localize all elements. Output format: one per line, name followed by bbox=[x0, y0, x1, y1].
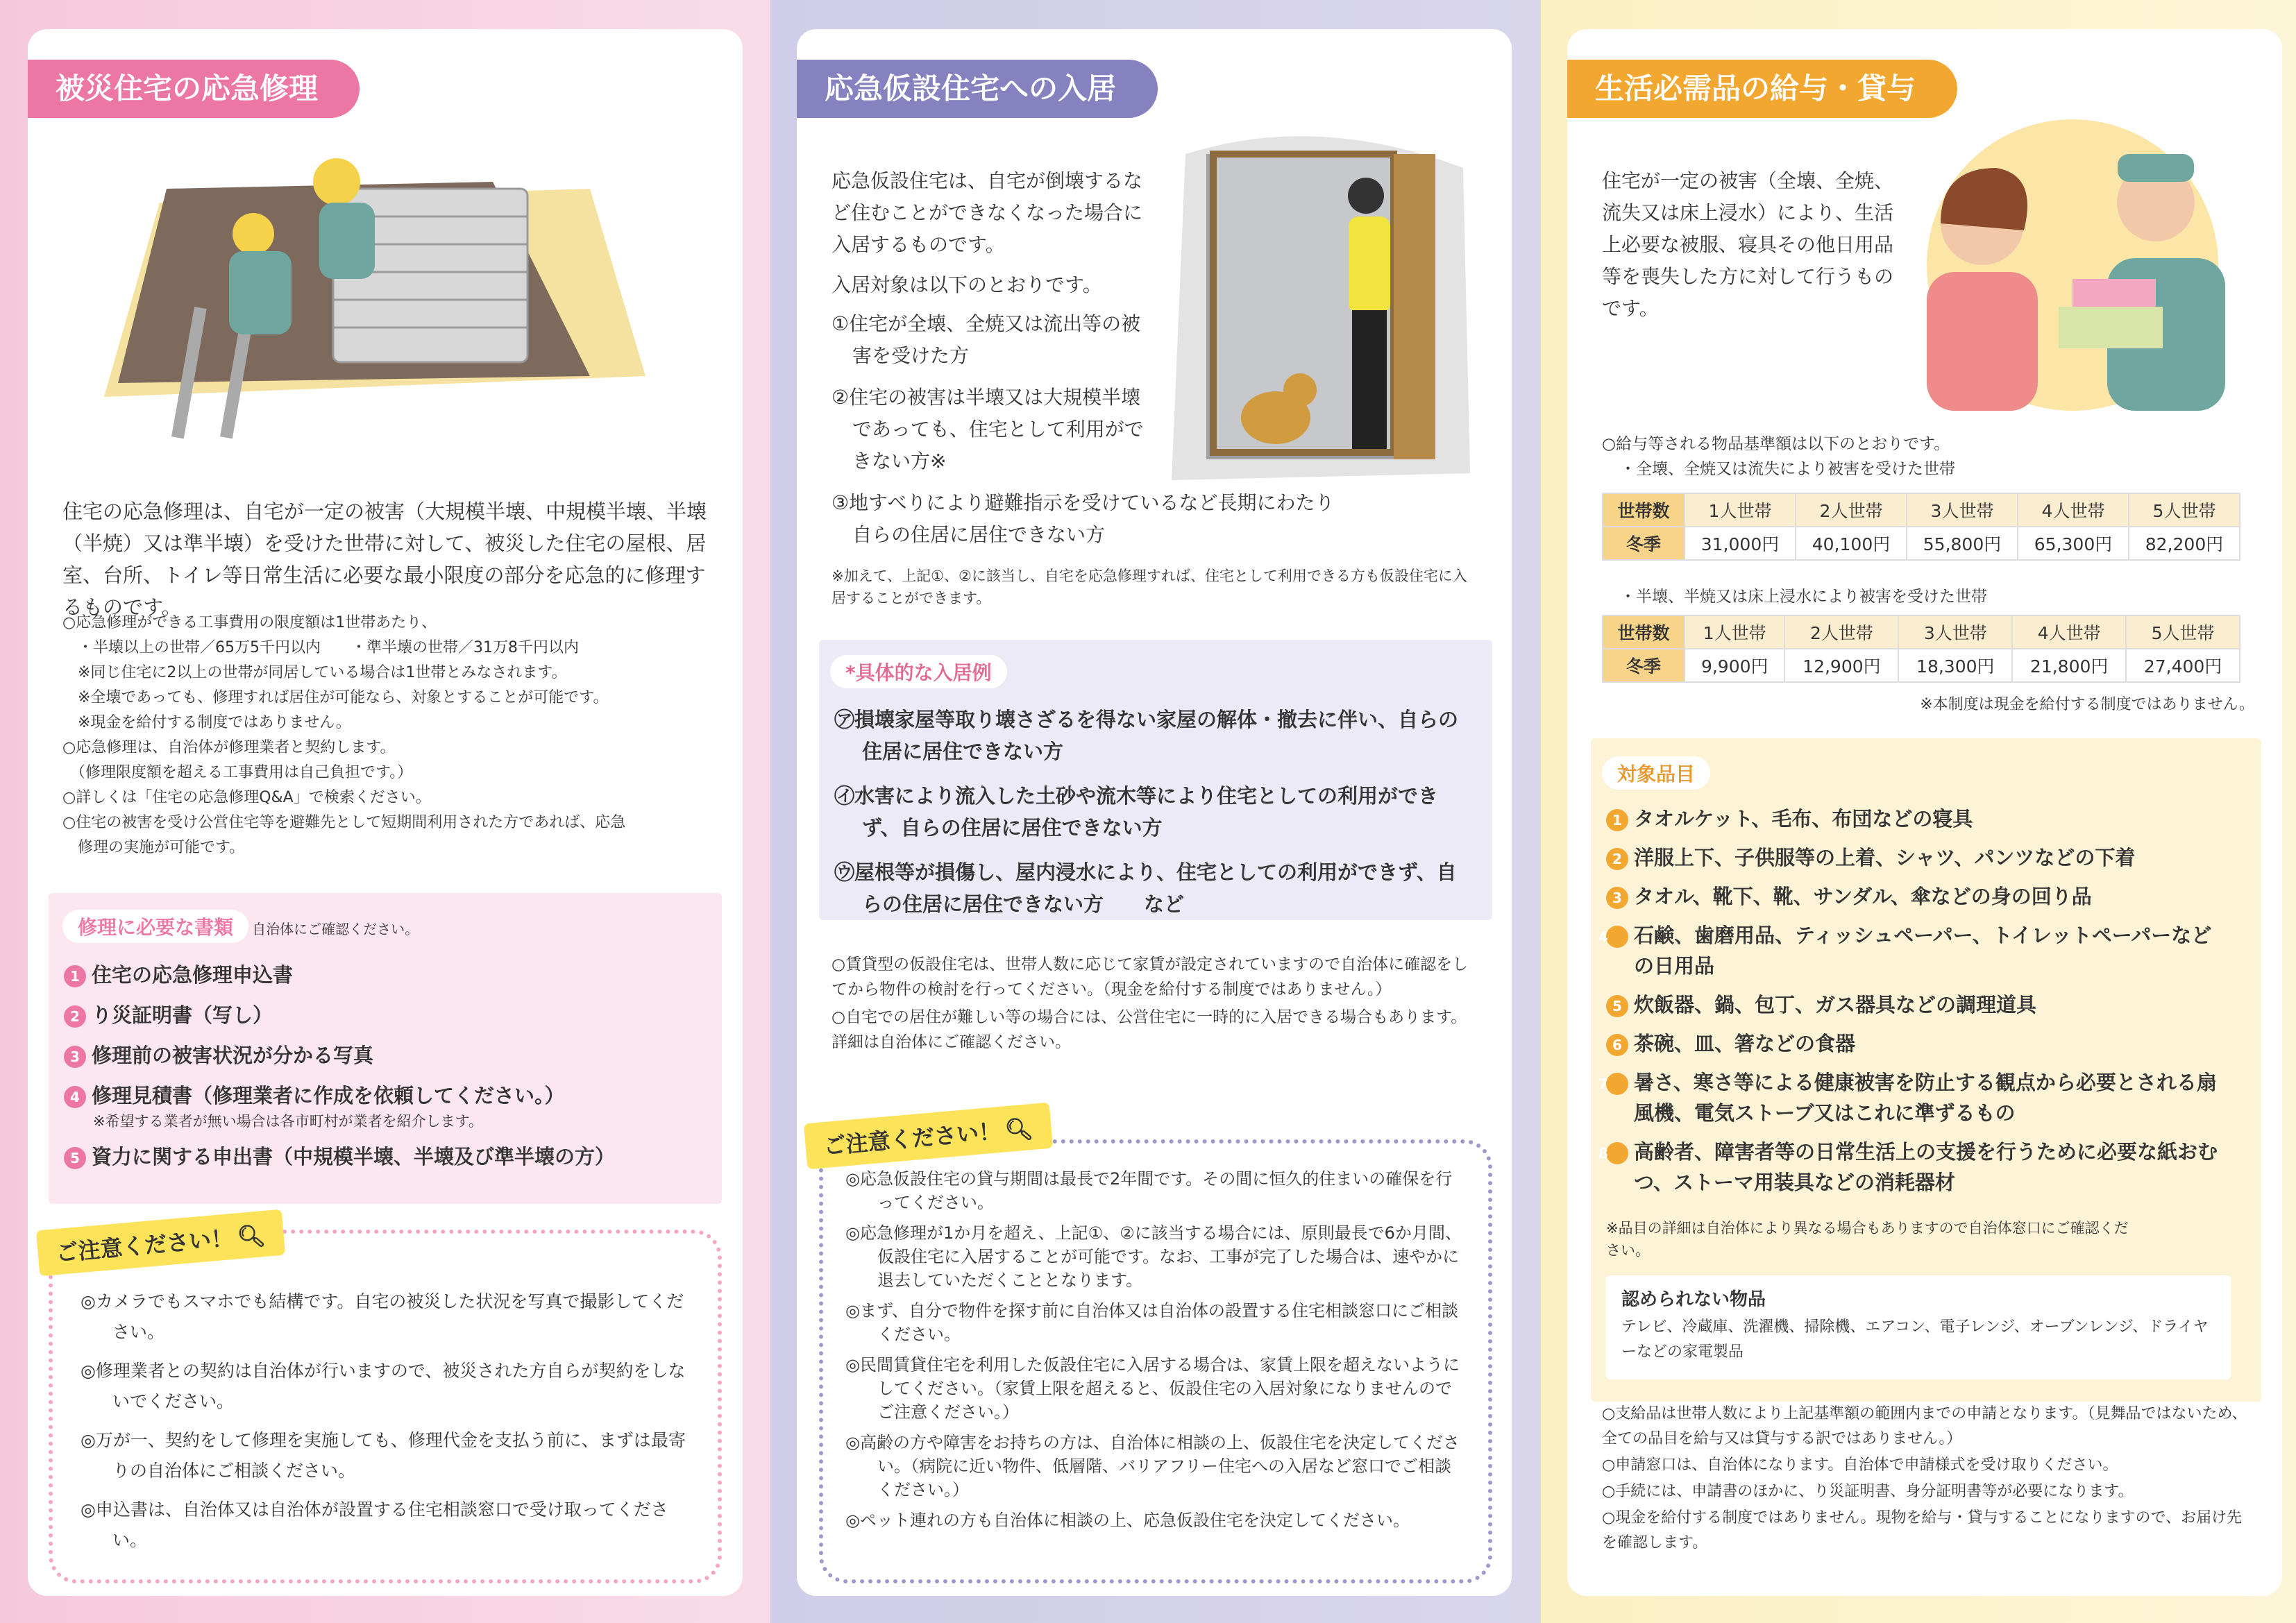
note-line: ○詳しくは「住宅の応急修理Q&A」で検索ください。 bbox=[62, 789, 431, 806]
section-title-necessities: 生活必需品の給与・貸与 bbox=[1567, 60, 1957, 118]
list-item: 2 洋服上下、子供服等の上着、シャツ、パンツなどの下着 bbox=[1606, 842, 2231, 873]
caution-item: ◎まず、自分で物件を探す前に自治体又は自治体の設置する住宅相談窓口にご相談ください。 bbox=[845, 1301, 1459, 1344]
section-title-housing: 応急仮設住宅への入居 bbox=[797, 60, 1158, 118]
items-list bbox=[1598, 804, 2231, 1206]
list-item: 6 茶碗、皿、箸などの食器 bbox=[1606, 1028, 2231, 1059]
necessities-notes bbox=[1602, 1402, 2254, 1556]
note-line: ○支給品は世帯人数により上記基準額の範囲内までの申請となります。（見舞品ではないため、全ての品目を給与又は貸与する訳ではありません。） bbox=[1602, 1405, 2247, 1447]
list-item: 5 炊飯器、鍋、包丁、ガス器具などの調理道具 bbox=[1606, 989, 2231, 1020]
caution-item: ◎ペット連れの方も自治体に相談の上、応急仮設住宅を決定してください。 bbox=[845, 1511, 1410, 1530]
repair-notes bbox=[62, 611, 729, 860]
note-line: ・半壊以上の世帯／65万5千円以内 ・準半壊の世帯／31万8千円以内 bbox=[62, 639, 579, 656]
magnifier-icon: 🔍︎ bbox=[236, 1221, 267, 1251]
list-item: 5 資力に関する申出書（中規模半壊、半壊及び準半壊の方） bbox=[64, 1141, 709, 1172]
table-note: ※本制度は現金を給付する制度ではありません。 bbox=[1920, 696, 2254, 713]
docs-tag-note: 自治体にご確認ください。 bbox=[252, 921, 419, 937]
docs-tag: 修理に必要な書類 bbox=[62, 910, 248, 943]
list-item: 1 タオルケット、毛布、布団などの寝具 bbox=[1606, 804, 2231, 834]
caution-tag: ご注意ください！🔍︎ bbox=[36, 1209, 285, 1277]
note-line: ○応急修理ができる工事費用の限度額は1世帯あたり、 bbox=[62, 614, 437, 631]
list-item: 8 高齢者、障害者等の日常生活上の支援を行うために必要な紙おむつ、ストーマ用装具などの消耗器材 bbox=[1598, 1140, 2218, 1194]
allowance-table-half-damage: 世帯数 1人世帯 2人世帯 3人世帯 4人世帯 5人世帯 冬季 9,900円 12,900円 18,300円 21,800円 27,400円 bbox=[1602, 615, 2240, 683]
note-line: （修理限度額を超える工事費用は自己負担です。） bbox=[62, 764, 413, 781]
necessities-intro: 住宅が一定の被害（全壊、全焼、流失又は床上浸水）により、生活上必要な被服、寝具その他日用品等を喪失した方に対して行うものです。 bbox=[1602, 169, 1894, 320]
note-line: ※同じ住宅に2以上の世帯が同居している場合は1世帯とみなされます。 bbox=[62, 664, 567, 681]
caution-item: ◎高齢の方や障害をお持ちの方は、自治体に相談の上、仮設住宅を決定してください。（病院に近い物件、低層階、バリアフリー住宅への入居など窓口でご相談ください。） bbox=[845, 1433, 1460, 1499]
allowance-table-full-damage: 世帯数 1人世帯 2人世帯 3人世帯 4人世帯 5人世帯 冬季 31,000円 40,100円 55,800円 65,300円 82,200円 bbox=[1602, 493, 2240, 561]
list-item: 4 石鹸、歯磨用品、ティッシュペーパー、トイレットペーパーなどの日用品 bbox=[1598, 924, 2212, 978]
list-item: 4 修理見積書（修理業者に作成を依頼してください。） ※希望する業者が無い場合は各市町村が業者を紹介します。 bbox=[64, 1080, 709, 1132]
example-item: ㋐損壊家屋等取り壊さざるを得ない家屋の解体・撤去に伴い、自らの住居に居住できない方 bbox=[834, 708, 1459, 763]
note-line: ○手続には、申請書のほかに、り災証明書、身分証明書等が必要になります。 bbox=[1602, 1483, 2134, 1500]
caution-item: ◎修理業者との契約は自治体が行いますので、被災された方自らが契約をしないでください。 bbox=[81, 1361, 686, 1411]
examples-tag: *具体的な入居例 bbox=[830, 655, 1007, 688]
note-line: ○申請窓口は、自治体になります。自治体で申請様式を受け取りください。 bbox=[1602, 1456, 2118, 1474]
target-item: ②住宅の被害は半壊又は大規模半壊であっても、住宅として利用ができない方※ bbox=[832, 386, 1144, 473]
table1-caption: ・全壊、全焼又は流失により被害を受けた世帯 bbox=[1620, 460, 1955, 478]
caution-item: ◎カメラでもスマホでも結構です。自宅の被災した状況を写真で撮影してください。 bbox=[81, 1291, 684, 1342]
housing-notes bbox=[832, 952, 1477, 1055]
list-item: 1 住宅の応急修理申込書 bbox=[64, 960, 709, 990]
list-item: 7 暑さ、寒さ等による健康被害を防止する観点から必要とされる扇風機、電気ストーブ又はこれに準ずるもの bbox=[1598, 1071, 2217, 1125]
example-item: ㋒屋根等が損傷し、屋内浸水により、住宅としての利用ができず、自らの住居に居住できない方 など bbox=[834, 860, 1457, 916]
not-allowed-box bbox=[1606, 1275, 2231, 1379]
items-tag: 対象品目 bbox=[1602, 756, 1710, 790]
caution-item: ◎万が一、契約をして修理を実施しても、修理代金を支払う前に、まずは最寄りの自治体にご相談ください。 bbox=[81, 1430, 686, 1481]
section-title-repair: 被災住宅の応急修理 bbox=[28, 60, 360, 118]
caution-item: ◎民間賃貸住宅を利用した仮設住宅に入居する場合は、家賃上限を超えないようにしてください。（家賃上限を超えると、仮設住宅の入居対象になりませんのでご注意ください。） bbox=[845, 1355, 1460, 1422]
caution-item: ◎申込書は、自治体又は自治体が設置する住宅相談窓口で受け取ってください。 bbox=[81, 1499, 668, 1550]
column-daily-necessities bbox=[1567, 29, 2282, 1596]
caution-item: ◎応急仮設住宅の貸与期間は最長で2年間です。その間に恒久的住まいの確保を行ってください。 bbox=[845, 1169, 1453, 1212]
repair-intro: 住宅の応急修理は、自宅が一定の被害（大規模半壊、中規模半壊、半壊（半焼）又は準半壊）を受けた世帯に対して、被災した住宅の屋根、居室、台所、トイレ等日常生活に必要な最小限度の部分を応急的に修理するものです。 bbox=[62, 500, 707, 619]
items-note: ※品目の詳細は自治体により異なる場合もありますので自治体窓口にご確認ください。 bbox=[1606, 1220, 2129, 1259]
caution-box-housing bbox=[819, 1139, 1492, 1583]
not-allowed-title: 認められない物品 bbox=[1621, 1289, 1766, 1310]
docs-list bbox=[64, 960, 709, 1182]
handing-supplies-illustration bbox=[1899, 119, 2260, 425]
note-line: ○自宅での居住が難しい等の場合には、公営住宅に一時的に入居できる場合もあります。詳細は自治体にご確認ください。 bbox=[832, 1008, 1467, 1051]
note-line: ○応急修理は、自治体が修理業者と契約します。 bbox=[62, 739, 396, 756]
table2-caption: ・半壊、半焼又は床上浸水により被害を受けた世帯 bbox=[1620, 588, 1987, 606]
target-items-box bbox=[1591, 738, 2261, 1402]
magnifier-icon: 🔍︎ bbox=[1004, 1114, 1034, 1144]
target-item: ③地すべりにより避難指示を受けているなど長期にわたり自らの住居に居住できない方 bbox=[832, 491, 1335, 546]
example-item: ㋑水害により流入した土砂や流木等により住宅としての利用ができず、自らの住居に居住できない方 bbox=[834, 784, 1439, 840]
caution-tag: ご注意ください！🔍︎ bbox=[804, 1103, 1053, 1170]
target-item: ①住宅が全壊、全焼又は流出等の被害を受けた方 bbox=[832, 312, 1141, 367]
examples-box bbox=[819, 640, 1492, 920]
housing-intro2: 入居対象は以下のとおりです。 bbox=[832, 273, 1102, 296]
column-temporary-housing bbox=[797, 29, 1512, 1596]
caution-box-repair bbox=[49, 1230, 722, 1583]
note-line: ○住宅の被害を受け公営住宅等を避難先として短期間利用された方であれば、応急 bbox=[62, 814, 626, 831]
list-item: 3 修理前の被害状況が分かる写真 bbox=[64, 1040, 709, 1071]
housing-targets bbox=[832, 308, 1335, 551]
column-emergency-repair bbox=[28, 29, 743, 1596]
woman-with-dog-illustration bbox=[1158, 112, 1484, 501]
roof-repair-illustration bbox=[104, 147, 645, 473]
required-documents-box bbox=[49, 893, 722, 1204]
housing-intro: 応急仮設住宅は、自宅が倒壊するなど住むことができなくなった場合に入居するものです。 bbox=[832, 169, 1143, 256]
note-line: 修理の実施が可能です。 bbox=[62, 839, 245, 856]
caution-item: ◎応急修理が1か月を超え、上記①、②に該当する場合には、原則最長で6か月間、仮設住宅に入居することが可能です。なお、工事が完了した場合は、速やかに退去していただくこととなります。 bbox=[845, 1223, 1462, 1290]
base-note: ○給与等される物品基準額は以下のとおりです。 bbox=[1602, 435, 1950, 453]
note-line: ○賃貸型の仮設住宅は、世帯人数に応じて家賃が設定されていますので自治体に確認をしてから物件の検討を行ってください。（現金を給付する制度ではありません。） bbox=[832, 955, 1469, 999]
not-allowed-text: テレビ、冷蔵庫、洗濯機、掃除機、エアコン、電子レンジ、オーブンレンジ、ドライヤーなどの家電製品 bbox=[1621, 1318, 2209, 1361]
note-line: ※全壊であっても、修理すれば居住が可能なら、対象とすることが可能です。 bbox=[62, 689, 609, 706]
list-item: 2 り災証明書（写し） bbox=[64, 1000, 709, 1030]
list-item: 3 タオル、靴下、靴、サンダル、傘などの身の回り品 bbox=[1606, 881, 2231, 912]
note-line: ※現金を給付する制度ではありません。 bbox=[62, 714, 351, 731]
note-line: ○現金を給付する制度ではありません。現物を給与・貸与することになりますので、お届け先を確認します。 bbox=[1602, 1509, 2243, 1552]
target-note: ※加えて、上記①、②に該当し、自宅を応急修理すれば、住宅として利用できる方も仮設住宅に入居することができます。 bbox=[832, 568, 1467, 606]
